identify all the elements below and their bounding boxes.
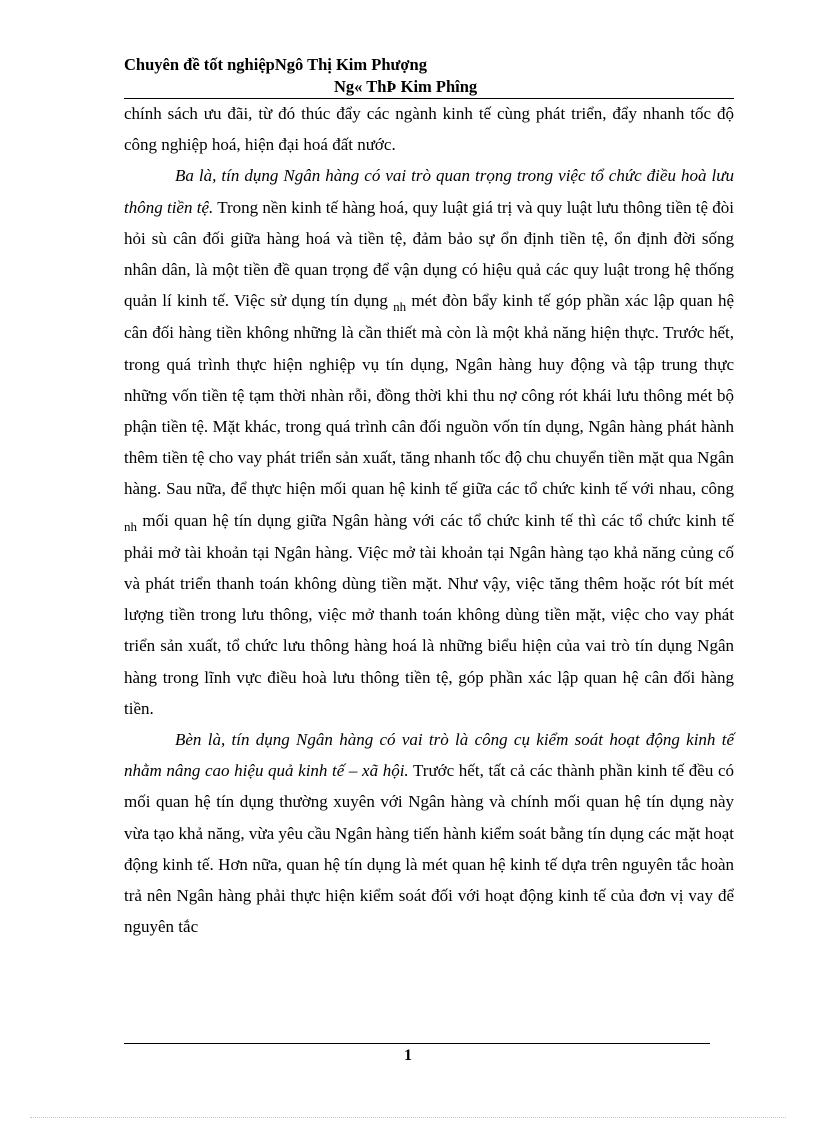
paragraph-text: Trước hết, tất cả các thành phần kinh tế đều có mối quan hệ tín dụng thường xuyên với Ngân hàng và chính mối quan hệ tín dụng này vừa tạo khả năng, vừa yêu cầu Ngân hàng tiến hành kiểm soát bằng tín dụng các mặt hoạt động kinh tế. Hơn nữa, quan hệ tín dụng là mét quan hệ kinh tế dựa trên nguyên tắc hoàn trả nên Ngân hàng phải thực hiện kiểm soát đối với hoạt động kinh tế của đơn vị vay để nguyên tắc <box>124 761 734 937</box>
paragraph-continuation <box>124 98 734 160</box>
paragraph-bon-la <box>124 724 734 942</box>
footer-rule <box>124 1043 710 1044</box>
paragraph-text: mét đòn bẩy kinh tế góp phần xác lập quan hệ cân đối hàng tiền không những là cần thiết mà còn là một khả năng hiện thực. Trước hết, trong quá trình thực hiện nghiệp vụ tín dụng, Ngân hàng huy động và tập trung thực những vốn tiền tệ tạm thời nhàn rỗi, đồng thời khi thu nợ công rót khái lưu thông mét bộ phận tiền tệ. Mặt khác, trong quá trình cân đối nguồn vốn tín dụng, Ngân hàng phát hành thêm tiền tệ cho vay phát triển sản xuất, tăng nhanh tốc độ chu chuyển tiền mặt qua Ngân hàng. Sau nữa, để thực hiện mối quan hệ kinh tế giữa các tổ chức kinh tế với nhau, công <box>124 291 734 499</box>
paragraph-text: mối quan hệ tín dụng giữa Ngân hàng với các tổ chức kinh tế thì các tổ chức kinh tế phải mở tài khoản tại Ngân hàng. Việc mở tài khoản tại Ngân hàng tạo khả năng củng cố và phát triển thanh toán không dùng tiền mặt. Như vậy, việc tăng thêm hoặc rót bít mét lượng tiền trong lưu thông, việc mở thanh toán không dùng tiền mặt, việc cho vay phát triển sản xuất, tổ chức lưu thông hàng hoá là những biểu hiện của vai trò tín dụng Ngân hàng trong lĩnh vực điều hoà lưu thông tiền tệ, góp phần xác lập quan hệ cân đối hàng tiền. <box>124 510 734 718</box>
paragraph-lead-italic: Bèn là, tín dụng Ngân hàng có vai trò là công cụ kiểm soát hoạt động kinh tế nhằm nâng cao hiệu quả kinh tế – xã hội. <box>124 730 734 781</box>
paragraph-lead-italic: Ba là, tín dụng Ngân hàng có vai trò quan trọng trong việc tổ chức điều hoà lưu thông tiền tệ. <box>124 166 734 217</box>
page-bottom-dotted-border <box>30 1117 786 1118</box>
paragraph-ba-la <box>124 160 734 724</box>
header-title: Chuyên đề tốt nghiệpNgô Thị Kim Phượng <box>124 55 427 74</box>
header-author-legacy-font: Ng« ThÞ Kim Phîng <box>334 77 478 96</box>
page-number: 1 <box>404 1047 412 1064</box>
lowered-fragment: nh <box>124 518 137 534</box>
paragraph-text: chính sách ưu đãi, từ đó thúc đẩy các ngành kinh tế cùng phát triển, đẩy nhanh tốc độ công nghiệp hoá, hiện đại hoá đất nước. <box>124 104 734 155</box>
running-header <box>124 54 734 98</box>
document-body <box>124 98 734 942</box>
paragraph-text: Trong nền kinh tế hàng hoá, quy luật giá trị và quy luật lưu thông tiền tệ đòi hỏi sù cân đối giữa hàng hoá và tiền tệ, đảm bảo sự ổn định tiền tệ, ổn định đời sống nhân dân, là một tiền đề quan trọng để vận dụng có hiệu quả các quy luật trong hệ thống quản lí kinh tế. Việc sử dụng tín dụng <box>124 197 735 311</box>
lowered-fragment: nh <box>393 299 407 315</box>
